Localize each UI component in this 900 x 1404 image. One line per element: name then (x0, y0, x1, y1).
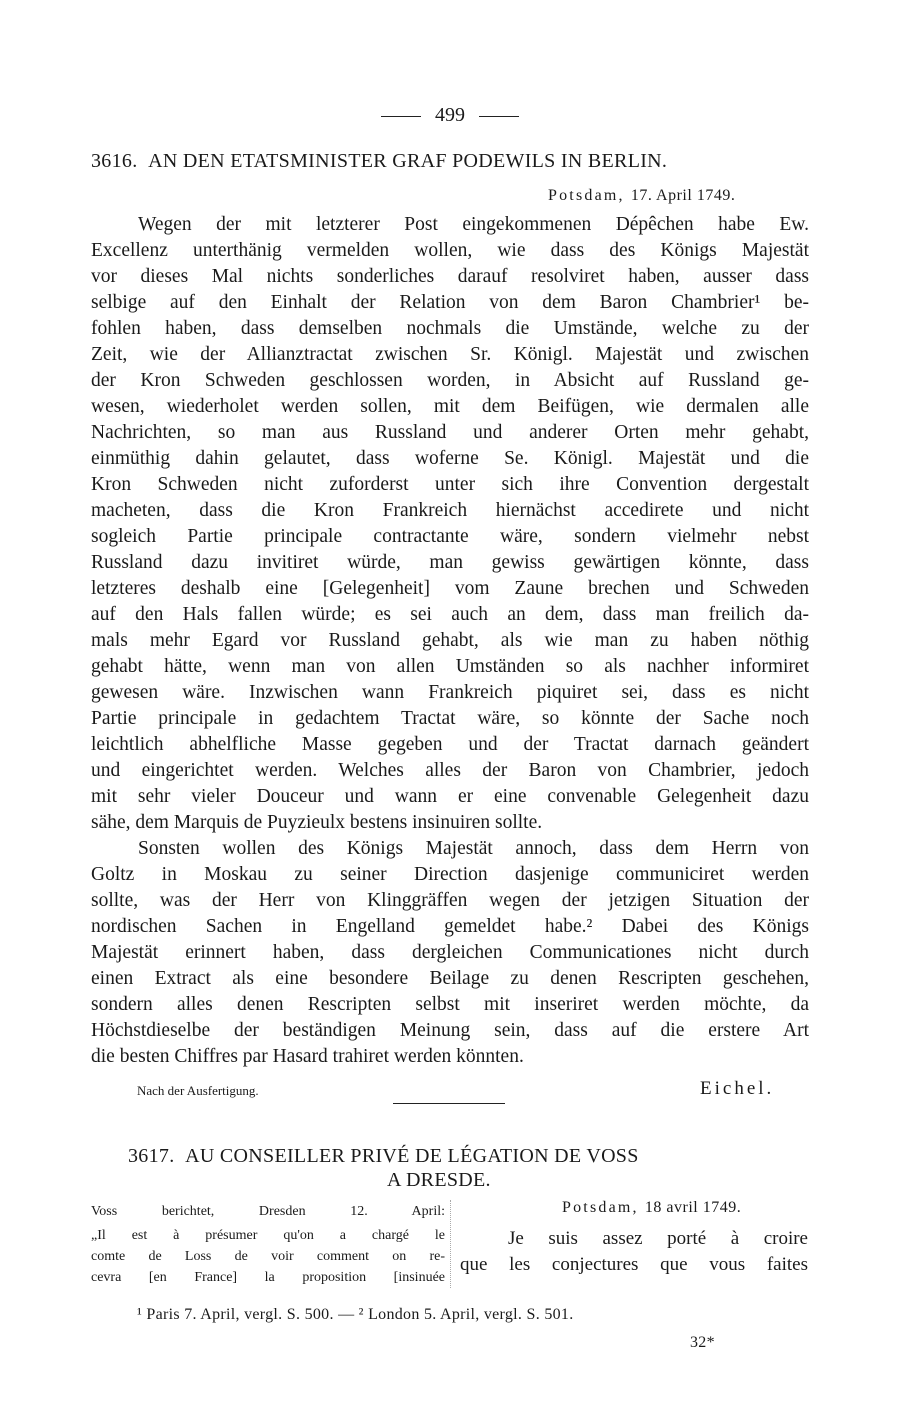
body-line: die besten Chiffres par Hasard trahiret werden könnten. (91, 1046, 524, 1067)
body-line: sollte, was der Herr von Klinggräffen wegen der jetzigen Situation der (91, 890, 809, 911)
page-number-dash-right (479, 116, 519, 117)
body-line: sähe, dem Marquis de Puyzieulx bestens insinuiren sollte. (91, 812, 543, 833)
letter-heading-3617 (128, 1145, 639, 1168)
body-line: Nachrichten, so man aus Russland und anderer Orten mehr gehabt, (91, 422, 809, 443)
signature-mark: 32* (690, 1334, 715, 1351)
body-line: Sonsten wollen des Königs Majestät annoch, dass dem Herrn von (138, 838, 809, 859)
body-line: Zeit, wie der Allianztractat zwischen Sr. Königl. Majestät und zwischen (91, 344, 809, 365)
signature: Eichel. (700, 1078, 775, 1099)
letter-heading-3616 (91, 150, 667, 173)
body-line: sondern alles denen Rescripten selbst mit inseriret werden möchte, da (91, 994, 809, 1015)
body-line: Höchstdieselbe der beständigen Meinung sein, dass auf die erstere Art (91, 1020, 809, 1041)
body-line: fohlen haben, dass demselben nochmals die Umstände, welche zu der (91, 318, 809, 339)
body-line: wesen, wiederholet werden sollen, mit dem Beifügen, wie dermalen alle (91, 396, 809, 417)
letter-title: AU CONSEILLER PRIVÉ DE LÉGATION DE VOSS (185, 1145, 639, 1167)
body-line: letzteres deshalb eine [Gelegenheit] vom Zaune brechen und Schweden (91, 578, 809, 599)
body-line: sogleich Partie principale contractante wäre, sondern vielmehr nebst (91, 526, 809, 547)
body-line: Wegen der mit letzterer Post eingekommenen Dépêchen habe Ew. (138, 214, 809, 235)
body-line: Russland dazu invitiret würde, man gewiss gewärtigen könnte, dass (91, 552, 809, 573)
letter-dateline: Potsdam, 17. April 1749. (548, 187, 736, 204)
body-line: gewesen wäre. Inzwischen wann Frankreich piquiret sei, dass es nicht (91, 682, 809, 703)
column-separator (450, 1200, 451, 1288)
body-line: und eingerichtet werden. Welches alles der Baron von Chambrier, jedoch (91, 760, 809, 781)
body-line: Kron Schweden nicht zuforderst unter sich ihre Convention dergestalt (91, 474, 809, 495)
body-line: Majestät erinnert haben, dass dergleichen Communicationes nicht durch (91, 942, 809, 963)
letter-title-line2: A DRESDE. (387, 1169, 491, 1191)
body-line: der Kron Schweden geschlossen worden, in Absicht auf Russland ge- (91, 370, 809, 391)
body-line: macheten, dass die Kron Frankreich hiernächst accedirete und nicht (91, 500, 809, 521)
body-line: Goltz in Moskau zu seiner Direction dasjenige communiciret werden (91, 864, 809, 885)
body-line: mals mehr Egard vor Russland gehabt, als wie man zu haben nöthig (91, 630, 809, 651)
summary-line: comte de Loss de voir comment on re- (91, 1249, 445, 1264)
body-line: leichtlich abhelfliche Masse gegeben und der Tractat darnach geändert (91, 734, 809, 755)
body-line: einen Extract als eine besondere Beilage zu denen Rescripten geschehen, (91, 968, 809, 989)
body-line: auf den Hals fallen würde; es sei auch an dem, dass man freilich da- (91, 604, 809, 625)
body-line: Excellenz unterthänig vermelden wollen, wie dass des Königs Majestät (91, 240, 809, 261)
body-line: einmüthig dahin gelautet, dass woferne Se. Königl. Majestät und die (91, 448, 809, 469)
body-line: mit sehr vieler Douceur und wann er eine convenable Gelegenheit dazu (91, 786, 809, 807)
body-line: Partie principale in gedachtem Tractat wäre, so könnte der Sache noch (91, 708, 809, 729)
body-line: selbige auf den Einhalt der Relation von dem Baron Chambrier¹ be- (91, 292, 809, 313)
body-line: gehabt hätte, wenn man von allen Umständen so als nachher informiret (91, 656, 809, 677)
summary-line: Voss berichtet, Dresden 12. April: (91, 1204, 445, 1219)
footnotes: ¹ Paris 7. April, vergl. S. 500. — ² London 5. April, vergl. S. 501. (137, 1306, 574, 1323)
letter2-dateline: Potsdam, 18 avril 1749. (562, 1199, 742, 1216)
page-number-dash-left (381, 116, 421, 117)
page-number: 499 (0, 104, 900, 127)
summary-line: cevra [en France] la proposition [insinuée (91, 1270, 445, 1285)
body-line: que les conjectures que vous faites (460, 1254, 808, 1275)
source-note: Nach der Ausfertigung. (137, 1083, 259, 1098)
section-divider (393, 1103, 505, 1104)
body-line: Je suis assez porté à croire (508, 1228, 808, 1249)
letter-number: 3616. (91, 150, 138, 172)
body-line: vor dieses Mal nichts sonderliches darauf resolviret haben, ausser dass (91, 266, 809, 287)
body-line: nordischen Sachen in Engelland gemeldet habe.² Dabei des Königs (91, 916, 809, 937)
summary-line: „Il est à présumer qu'on a chargé le (91, 1228, 445, 1243)
letter-number: 3617. (128, 1145, 175, 1167)
letter-title: AN DEN ETATSMINISTER GRAF PODEWILS IN BERLIN. (148, 150, 668, 172)
